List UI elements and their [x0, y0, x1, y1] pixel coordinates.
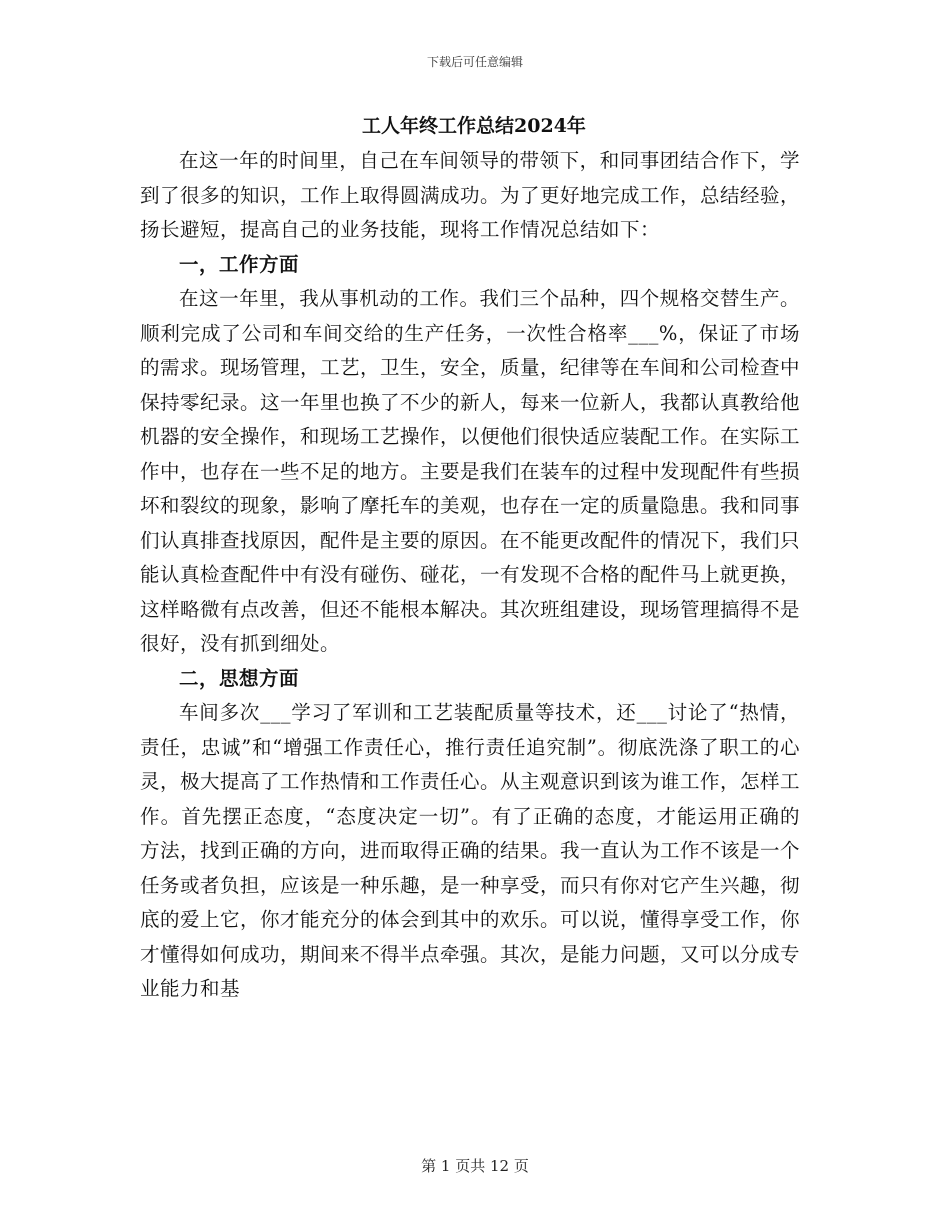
section-body-work: 在这一年里，我从事机动的工作。我们三个品种，四个规格交替生产。顺利完成了公司和车间交给的生产任务，一次性合格率___%，保证了市场的需求。现场管理，工艺，卫生，安全，质量，纪律等在车间和公司检查中保持零纪录。这一年里也换了不少的新人，每来一位新人，我都认真教给他机器的安全操作，和现场工艺操作，以便他们很快适应装配工作。在实际工作中，也存在一些不足的地方。主要是我们在装车的过程中发现配件有些损坏和裂纹的现象，影响了摩托车的美观，也存在一定的质量隐患。我和同事们认真排查找原因，配件是主要的原因。在不能更改配件的情况下，我们只能认真检查配件中有没有碰伤、碰花，一有发现不合格的配件马上就更换，这样略微有点改善，但还不能根本解决。其次班组建设，现场管理搞得不是很好，没有抓到细处。 — [140, 287, 801, 655]
page-header: 下载后可任意编辑 — [426, 55, 523, 69]
document-body — [140, 112, 800, 1007]
page-footer: 第 1 页共 12 页 — [421, 1157, 529, 1175]
intro-paragraph: 在这一年的时间里，自己在车间领导的带领下，和同事团结合作下，学到了很多的知识，工作上取得圆满成功。为了更好地完成工作，总结经验，扬长避短，提高自己的业务技能，现将工作情况总结如下： — [140, 149, 801, 241]
section-heading-work: 一，工作方面 — [179, 252, 300, 276]
document-title: 工人年终工作总结2024年 — [362, 115, 586, 137]
section-heading-thought: 二，思想方面 — [179, 666, 300, 690]
section-body-thought: 车间多次___学习了军训和工艺装配质量等技术，还___讨论了“热情，责任，忠诚”和“增强工作责任心，推行责任追究制”。彻底洗涤了职工的心灵，极大提高了工作热情和工作责任心。从主观意识到该为谁工作，怎样工作。首先摆正态度，“态度决定一切”。有了正确的态度，才能运用正确的方法，找到正确的方向，进而取得正确的结果。我一直认为工作不该是一个任务或者负担，应该是一种乐趣，是一种享受，而只有你对它产生兴趣，彻底的爱上它，你才能充分的体会到其中的欢乐。可以说，懂得享受工作，你才懂得如何成功，期间来不得半点牵强。其次，是能力问题，又可以分成专业能力和基 — [140, 701, 801, 1000]
